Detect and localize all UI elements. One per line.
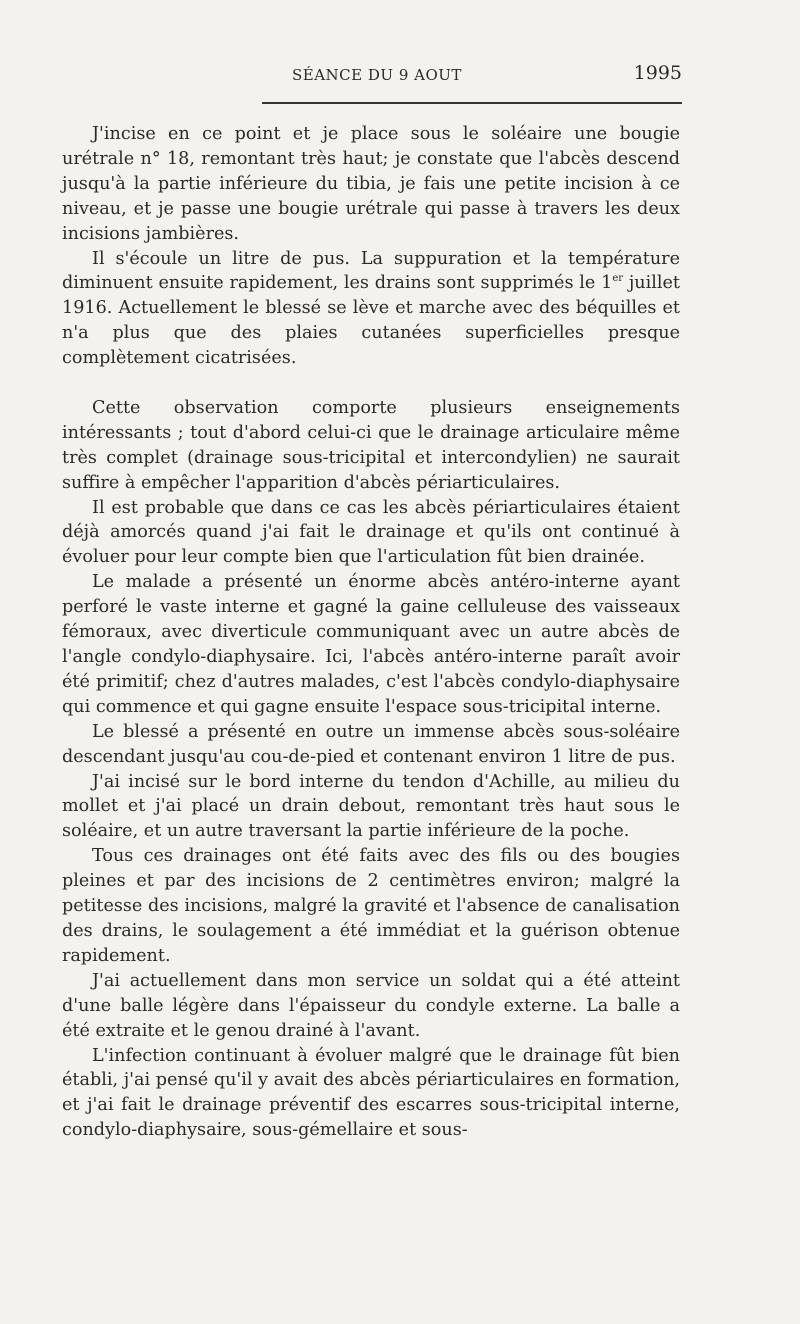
paragraph: J'incise en ce point et je place sous le soléaire une bougie urétrale n° 18, remontant très haut; je constate que l'abcès descend jusqu'à la partie inférieure du tibia, je fais une petite incision à ce niveau, et je passe une bougie urétrale qui passe à travers les deux incisions jambières. — [62, 124, 680, 244]
date-ordinal: er — [612, 273, 624, 285]
paragraph-text: Il s'écoule un litre de pus. La suppuration et la température diminuent ensuite rapidement, les drains sont supprimés le — [62, 248, 680, 294]
paragraph: Cette observation comporte plusieurs enseignements intéressants ; tout d'abord celui-ci que le drainage articulaire même très complet (drainage sous-tricipital et intercondylien) ne saurait suffire à empêcher l'apparition d'abcès périarticulaires. — [62, 397, 680, 493]
paragraph: Tous ces drainages ont été faits avec des fils ou des bougies pleines et par des incisions de 2 centimètres environ; malgré la petitesse des incisions, malgré la gravité et l'absence de canalisation des drains, le soulagement a été immédiat et la guérison obtenue rapidement. — [62, 846, 680, 966]
paragraph — [62, 247, 680, 372]
paragraph: J'ai incisé sur le bord interne du tendon d'Achille, au milieu du mollet et j'ai placé un drain debout, remontant très haut sous le soléaire, et un autre traversant la partie inférieure de la poche. — [62, 771, 680, 842]
paragraph: J'ai actuellement dans mon service un soldat qui a été atteint d'une balle légère dans l'épaisseur du condyle externe. La balle a été extraite et le genou drainé à l'avant. — [62, 970, 680, 1041]
date-day: 1 — [601, 273, 613, 294]
header-rule — [262, 102, 682, 104]
paragraph: Le blessé a présenté en outre un immense abcès sous-soléaire descendant jusqu'au cou-de-pied et contenant environ 1 litre de pus. — [62, 721, 680, 767]
paragraph-text: juillet 1916. Actuellement le blessé se lève et marche avec des béquilles et n'a plus que des plaies cutanées superficielles presque complètement cicatrisées. — [62, 273, 680, 369]
paragraph: Il est probable que dans ce cas les abcès périarticulaires étaient déjà amorcés quand j'ai fait le drainage et qu'ils ont continué à évoluer pour leur compte bien que l'articulation fût bien drainée. — [62, 497, 680, 568]
body-text — [62, 122, 680, 1143]
paragraph: Le malade a présenté un énorme abcès antéro-interne ayant perforé le vaste interne et gagné la gaine celluleuse des vaisseaux fémoraux, avec diverticule communiquant avec un autre abcès de l'angle condylo-diaphysaire. Ici, l'abcès antéro-interne paraît avoir été primitif; chez d'autres malades, c'est l'abcès condylo-diaphysaire qui commence et qui gagne ensuite l'espace sous-tricipital interne. — [62, 572, 680, 717]
page-header — [262, 60, 682, 90]
running-head: SÉANCE DU 9 AOUT — [292, 66, 462, 84]
page-number: 1995 — [633, 62, 682, 84]
paragraph: L'infection continuant à évoluer malgré que le drainage fût bien établi, j'ai pensé qu'il y avait des abcès périarticulaires en formation, et j'ai fait le drainage préventif des escarres sous-tricipital interne, condylo-diaphysaire, sous-gémellaire et sous- — [62, 1045, 680, 1141]
